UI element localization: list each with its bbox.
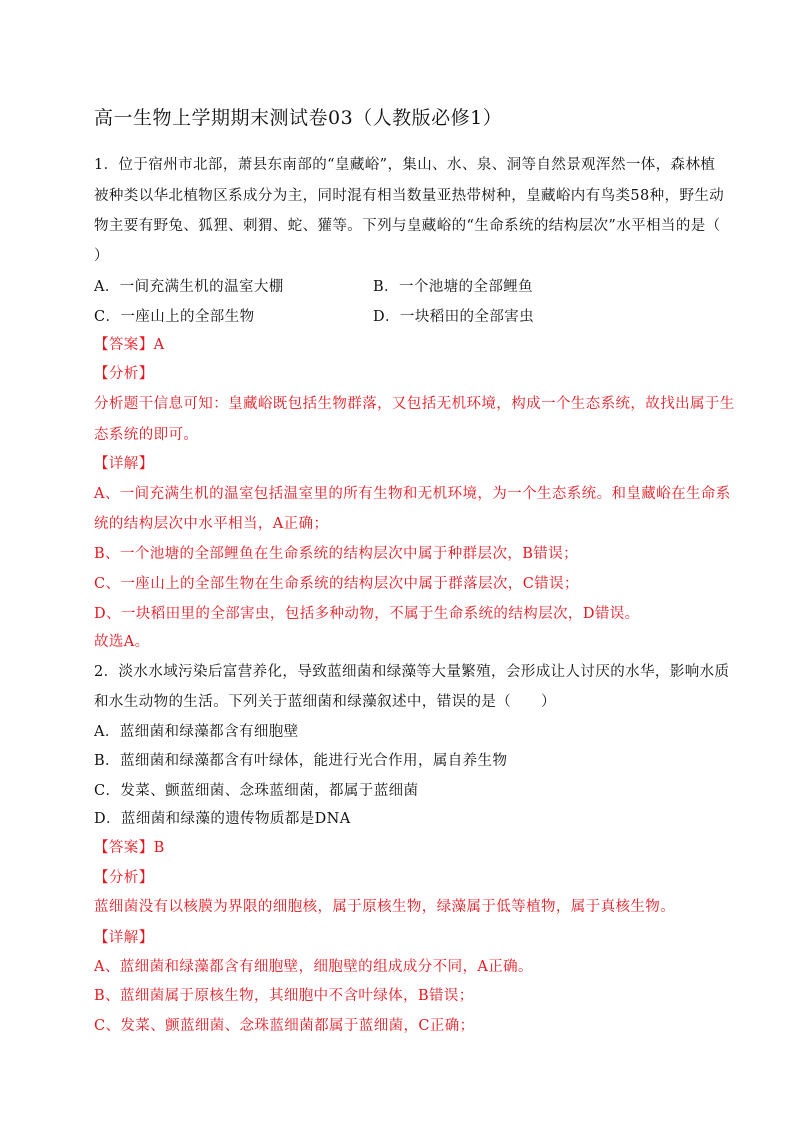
q1-analysis-line: 分析题干信息可知：皇藏峪既包括生物群落，又包括无机环境，构成一个生态系统，故找出属于生 — [94, 396, 735, 412]
q2-stem-line: 2．淡水水域污染后富营养化，导致蓝细菌和绿藻等大量繁殖，会形成让人讨厌的水华，影响水质 — [94, 664, 730, 680]
q2-option-d: D．蓝细菌和绿藻的遗传物质都是DNA — [94, 811, 351, 827]
q2-detail-label: 【详解】 — [94, 930, 154, 946]
q2-detail-line: A、蓝细菌和绿藻都含有细胞壁，细胞壁的组成成分不同，A正确。 — [94, 959, 533, 975]
q1-detail-line: C、一座山上的全部生物在生命系统的结构层次中属于群落层次，C错误； — [94, 576, 579, 592]
q1-analysis-label: 【分析】 — [94, 366, 154, 382]
q1-detail-line: 统的结构层次中水平相当，A正确； — [94, 516, 329, 532]
q2-answer: 【答案】B — [94, 840, 165, 856]
q1-option-a: A．一间充满生机的温室大棚 — [94, 279, 284, 295]
q2-detail-line: C、发菜、颤蓝细菌、念珠蓝细菌都属于蓝细菌，C正确； — [94, 1018, 475, 1034]
q1-option-c: C．一座山上的全部生物 — [94, 309, 255, 325]
q2-stem-line: 和水生动物的生活。下列关于蓝细菌和绿藻叙述中，错误的是（ ） — [94, 694, 556, 710]
q1-answer: 【答案】A — [94, 337, 165, 353]
q1-option-b: B．一个池塘的全部鲤鱼 — [373, 279, 534, 295]
q1-option-d: D．一块稻田的全部害虫 — [373, 309, 535, 325]
q2-option-c: C．发菜、颤蓝细菌、念珠蓝细菌，都属于蓝细菌 — [94, 783, 419, 799]
page-title: 高一生物上学期期末测试卷03（人教版必修1） — [94, 107, 503, 129]
q1-detail-label: 【详解】 — [94, 456, 154, 472]
q1-detail-line: D、一块稻田里的全部害虫，包括多种动物，不属于生命系统的结构层次，D错误。 — [94, 606, 640, 622]
q1-conclusion: 故选A。 — [94, 634, 150, 650]
q2-option-a: A．蓝细菌和绿藻都含有细胞壁 — [94, 724, 299, 740]
q1-detail-line: A、一间充满生机的温室包括温室里的所有生物和无机环境，为一个生态系统。和皇藏峪在生命系 — [94, 486, 731, 502]
q1-stem-line: ） — [94, 248, 109, 264]
q2-analysis-label: 【分析】 — [94, 870, 154, 886]
q2-option-b: B．蓝细菌和绿藻都含有叶绿体，能进行光合作用，属自养生物 — [94, 753, 508, 769]
q2-analysis-line: 蓝细菌没有以核膜为界限的细胞核，属于原核生物，绿藻属于低等植物，属于真核生物。 — [94, 899, 676, 915]
q1-stem-line: 被种类以华北植物区系成分为主，同时混有相当数量亚热带树种，皇藏峪内有鸟类58种，野生动 — [94, 188, 725, 204]
q1-stem-line: 物主要有野兔、狐狸、刺猬、蛇、獾等。下列与皇藏峪的“生命系统的结构层次”水平相当的是（ — [94, 218, 721, 234]
q1-analysis-line: 态系统的即可。 — [94, 427, 199, 443]
q1-stem-line: 1．位于宿州市北部，萧县东南部的“皇藏峪”，集山、水、泉、洞等自然景观浑然一体，森林植 — [94, 157, 716, 173]
q1-detail-line: B、一个池塘的全部鲤鱼在生命系统的结构层次中属于种群层次，B错误； — [94, 546, 579, 562]
q2-detail-line: B、蓝细菌属于原核生物，其细胞中不含叶绿体，B错误； — [94, 988, 474, 1004]
